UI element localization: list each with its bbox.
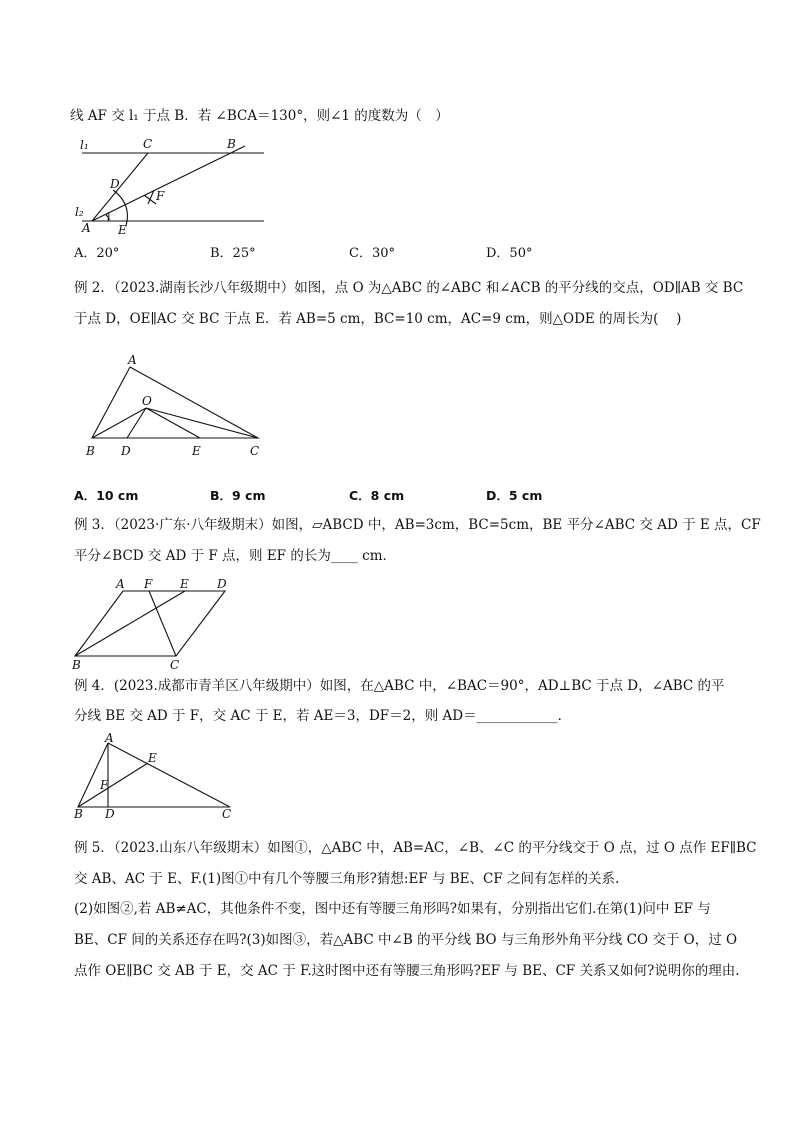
label-O: O [142, 394, 152, 408]
label-C: C [143, 137, 153, 151]
ex5-line3: (2)如图②,若 AB≠AC，其他条件不变，图中还有等腰三角形吗?如果有，分别指出它们.在第(1)问中 EF 与 [74, 901, 711, 917]
ex5-line4: BE、CF 间的关系还存在吗?(3)如图③，若△ABC 中∠B 的平分线 BO 与三角形外角平分线 CO 交于 O，过 O [74, 932, 738, 948]
ex4-line2: 分线 BE 交 AD 于 F，交 AC 于 E，若 AE＝3，DF＝2，则 AD＝____________． [74, 708, 572, 724]
q1-option-d: D．50° [486, 246, 533, 261]
triangle-ABC [92, 367, 258, 438]
ex2-option-a: A．10 cm [74, 488, 139, 503]
ex3-figure [70, 576, 240, 671]
label-B: B [74, 807, 83, 821]
segment-CO [146, 408, 258, 438]
label-l2: l₂ [75, 205, 84, 219]
parallelogram-ABCD [75, 591, 225, 656]
ex5-line2: 交 AB、AC 于 E、F.(1)图①中有几个等腰三角形?猜想:EF 与 BE、CF 之间有怎样的关系. [74, 871, 620, 887]
segment-AC [92, 153, 148, 221]
label-D: D [110, 177, 120, 191]
q1-figure [70, 134, 270, 239]
ex4-line1: 例 4．(2023.成都市青羊区八年级期中）如图，在△ABC 中，∠BAC＝90°，AD⊥BC 于点 D，∠ABC 的平 [74, 678, 725, 694]
label-D: D [217, 577, 227, 591]
ex5-line5: 点作 OE∥BC 交 AB 于 E，交 AC 于 F.这时图中还有等腰三角形吗?EF 与 BE、CF 关系又如何?说明你的理由. [74, 963, 740, 979]
ex3-line1: 例 3．（2023·广东·八年级期末）如图，▱ABCD 中，AB=3cm，BC=5cm，BE 平分∠ABC 交 AD 于 E 点，CF [74, 517, 761, 533]
label-E: E [192, 444, 201, 458]
label-F: F [144, 577, 153, 591]
segment-CF [149, 591, 176, 656]
ex3-line2: 平分∠BCD 交 AD 于 F 点，则 EF 的长为____ cm． [74, 548, 396, 564]
label-A: A [105, 731, 114, 745]
ex2-option-c: C．8 cm [349, 488, 405, 503]
q1-stem: 线 AF 交 l₁ 于点 B．若 ∠BCA＝130°，则∠1 的度数为（ ） [70, 108, 449, 124]
label-A: A [82, 221, 91, 235]
label-E: E [180, 577, 189, 591]
label-A: A [128, 353, 137, 367]
segment-BE [75, 591, 185, 656]
ex4-figure [72, 733, 242, 823]
q1-option-b: B．25° [210, 246, 256, 261]
label-A: A [116, 577, 125, 591]
label-B: B [86, 444, 95, 458]
label-D: D [105, 807, 115, 821]
label-B: B [227, 137, 236, 151]
ex2-option-d: D．5 cm [486, 488, 543, 503]
label-E: E [148, 751, 157, 765]
q1-option-c: C．30° [349, 246, 395, 261]
label-F: F [156, 189, 165, 203]
ex5-line1: 例 5．（2023.山东八年级期末）如图①，△ABC 中，AB=AC，∠B、∠C 的平分线交于 O 点，过 O 点作 EF∥BC [74, 840, 757, 856]
ex2-figure [80, 352, 280, 462]
label-C: C [222, 807, 232, 821]
label-D: D [121, 444, 131, 458]
label-B: B [72, 658, 81, 672]
segment-OE [146, 408, 200, 438]
label-F: F [100, 778, 109, 792]
label-l1: l₁ [80, 138, 89, 152]
segment-OD [127, 408, 146, 438]
ex2-option-b: B．9 cm [210, 488, 266, 503]
label-C: C [250, 444, 260, 458]
ex2-line2: 于点 D，OE∥AC 交 BC 于点 E．若 AB=5 cm，BC=10 cm，AC=9 cm，则△ODE 的周长为( ) [74, 311, 682, 327]
ex2-line1: 例 2．（2023.湖南长沙八年级期中）如图，点 O 为△ABC 的∠ABC 和∠ACB 的平分线的交点，OD∥AB 交 BC [74, 280, 744, 296]
q1-option-a: A．20° [74, 246, 120, 261]
label-1: 1 [106, 213, 112, 223]
label-E: E [118, 223, 127, 237]
label-C: C [170, 658, 180, 672]
